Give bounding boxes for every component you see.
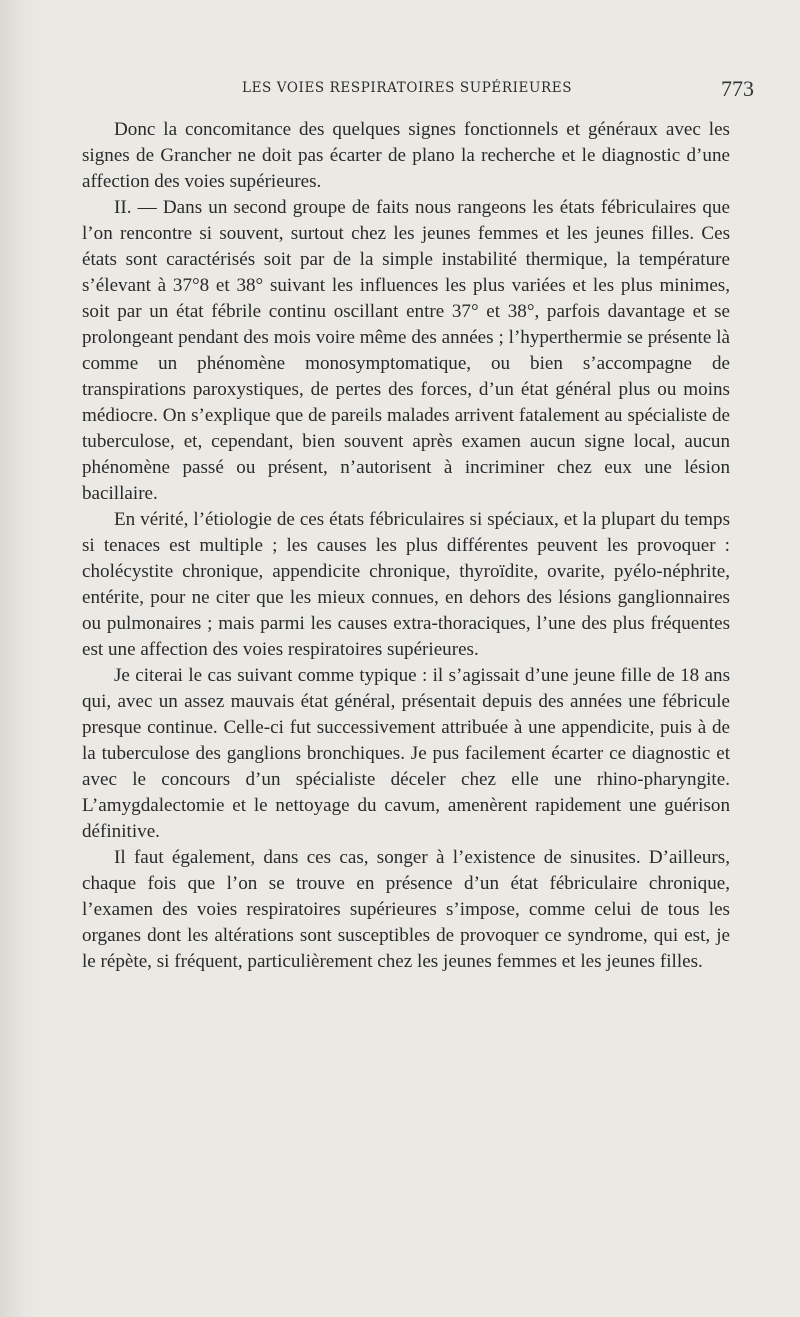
- page-gutter-shadow: [0, 0, 40, 1317]
- body-text: [82, 117, 730, 975]
- paragraph: En vérité, l’étiologie de ces états fébriculaires si spéciaux, et la plupart du temps si tenaces est multiple ; les causes les plus différentes peuvent les provoquer : cholécystite chronique, appendicite chronique, thyroïdite, ovarite, pyélo-néphrite, entérite, pour ne citer que les mieux connues, en dehors des lésions ganglionnaires ou pulmonaires ; mais parmi les causes extra-thoraciques, l’une des plus fréquentes est une affection des voies respiratoires supérieures.: [82, 509, 730, 660]
- paragraph: Je citerai le cas suivant comme typique : il s’agissait d’une jeune fille de 18 ans qui, avec un assez mauvais état général, présentait depuis des années une fébricule presque continue. Celle-ci fut successivement attribuée à une appendicite, puis à de la tuberculose des ganglions bronchiques. Je pus facilement écarter ce diagnostic et avec le concours d’un spécialiste déceler chez elle une rhino-pharyngite. L’amygdalectomie et le nettoyage du cavum, amenèrent rapidement une guérison définitive.: [82, 665, 730, 842]
- paragraph: Donc la concomitance des quelques signes fonctionnels et généraux avec les signes de Grancher ne doit pas écarter de plano la recherche et le diagnostic d’une affection des voies supérieures.: [82, 119, 730, 192]
- paragraph: II. — Dans un second groupe de faits nous rangeons les états fébriculaires que l’on rencontre si souvent, surtout chez les jeunes femmes et les jeunes filles. Ces états sont caractérisés soit par de la simple instabilité thermique, la température s’élevant à 37°8 et 38° suivant les influences les plus variées et les plus minimes, soit par un état fébrile continu oscillant entre 37° et 38°, parfois davantage et se prolongeant pendant des mois voire même des années ; l’hyperthermie se présente là comme un phénomène monosymptomatique, ou bien s’accompagne de transpirations paroxystiques, de pertes des forces, d’un état général plus ou moins médiocre. On s’explique que de pareils malades arrivent fatalement au spécialiste de tuberculose, et, cependant, bien souvent après examen aucun signe local, aucun phénomène passé ou présent, n’autorisent à incriminer chez eux une lésion bacillaire.: [82, 197, 730, 504]
- paragraph: Il faut également, dans ces cas, songer à l’existence de sinusites. D’ailleurs, chaque fois que l’on se trouve en présence d’un état fébriculaire chronique, l’examen des voies respiratoires supérieures s’impose, comme celui de tous les organes dont les altérations sont susceptibles de provoquer ce syndrome, qui est, je le répète, si fréquent, particulièrement chez les jeunes femmes et les jeunes filles.: [82, 847, 730, 972]
- running-title: LES VOIES RESPIRATOIRES SUPÉRIEURES: [242, 80, 573, 96]
- page-header: [82, 78, 762, 106]
- page-number: 773: [721, 76, 754, 101]
